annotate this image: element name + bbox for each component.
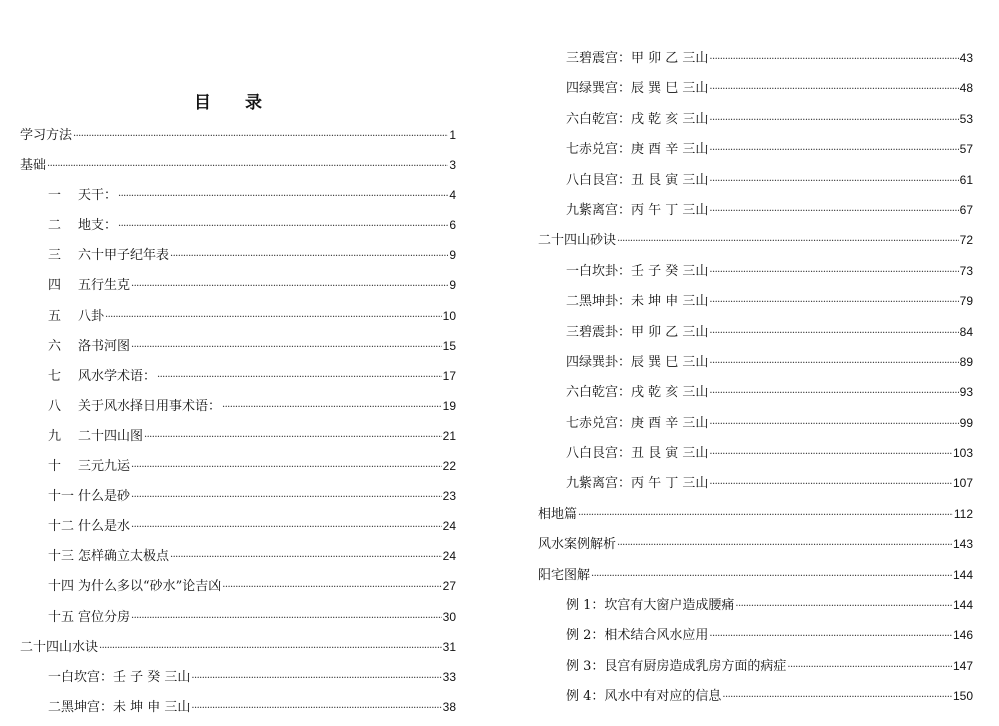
- toc-entry-label: 六白乾宫：戌 乾 亥 三山: [566, 111, 709, 127]
- toc-entry: [20, 602, 456, 632]
- toc-entry-number: 四: [48, 278, 62, 294]
- toc-entry-label: 例 2：相术结合风水应用: [566, 628, 709, 644]
- toc-entry-page: 144: [952, 567, 973, 582]
- toc-entry-label: 五行生克: [78, 278, 131, 294]
- dot-leader: [709, 379, 958, 409]
- toc-entry-page: 10: [442, 308, 456, 323]
- toc-entry-page: 150: [952, 689, 973, 704]
- toc-entry: [20, 481, 456, 511]
- toc-entry: [20, 391, 456, 421]
- toc-entry: [538, 499, 973, 529]
- toc-entry: [20, 180, 456, 210]
- dot-leader: [709, 258, 958, 288]
- toc-entry: [538, 560, 973, 590]
- toc-entry-page: 143: [952, 537, 973, 552]
- toc-entry-label: 阳宅图解: [538, 567, 591, 583]
- toc-entry-label: 二黑坤宫：未 坤 申 三山: [48, 699, 191, 715]
- toc-entry-page: 6: [449, 218, 456, 233]
- toc-entry-page: 67: [959, 202, 973, 217]
- toc-entry: [538, 651, 973, 681]
- toc-entry: [20, 240, 456, 270]
- dot-leader: [131, 333, 442, 363]
- toc-entry-label: 宫位分房: [78, 609, 131, 625]
- toc-entry: [538, 195, 973, 225]
- dot-leader: [709, 106, 958, 136]
- dot-leader: [591, 562, 952, 592]
- toc-entry-page: 4: [449, 188, 456, 203]
- dot-leader: [157, 363, 442, 393]
- toc-entry-label: 七赤兑宫：庚 酉 辛 三山: [566, 142, 709, 158]
- dot-leader: [709, 288, 958, 318]
- dot-leader: [222, 573, 441, 603]
- dot-leader: [617, 227, 959, 257]
- toc-entry-page: 93: [959, 385, 973, 400]
- toc-entry: [538, 438, 973, 468]
- toc-entry-page: 103: [952, 446, 973, 461]
- toc-entry-number: 十三: [48, 549, 75, 565]
- dot-leader: [709, 75, 958, 105]
- toc-entry: [538, 134, 973, 164]
- dot-leader: [131, 272, 448, 302]
- toc-entry-page: 89: [959, 354, 973, 369]
- dot-leader: [709, 45, 958, 75]
- dot-leader: [191, 664, 441, 694]
- toc-entry-label: 例 1：坎宫有大窗户造成腰痛: [566, 598, 735, 614]
- toc-entry-label: 相地篇: [538, 506, 578, 522]
- toc-entry: [20, 331, 456, 361]
- toc-entry-page: 112: [953, 506, 973, 521]
- toc-entry-label: 二黑坤卦：未 坤 申 三山: [566, 294, 709, 310]
- toc-entry-label: 例 3：艮宫有厨房造成乳房方面的病症: [566, 658, 787, 674]
- toc-left-column: [20, 120, 456, 722]
- toc-entry-page: 43: [959, 51, 973, 65]
- toc-entry: [538, 256, 973, 286]
- toc-entry-page: 9: [449, 278, 456, 293]
- dot-leader: [191, 694, 441, 724]
- toc-entry: [20, 210, 456, 240]
- toc-entry-label: 地支：: [78, 218, 118, 234]
- toc-entry-page: 146: [952, 628, 973, 643]
- toc-entry-label: 风水案例解析: [538, 537, 617, 553]
- toc-entry-page: 73: [959, 263, 973, 278]
- toc-entry-label: 天干：: [78, 188, 118, 204]
- toc-entry-page: 84: [959, 324, 973, 339]
- toc-entry-page: 57: [959, 142, 973, 157]
- dot-leader: [118, 212, 448, 242]
- toc-entry-number: 五: [48, 308, 62, 324]
- toc-entry: [20, 511, 456, 541]
- toc-entry-page: 72: [959, 233, 973, 248]
- toc-entry-page: 21: [442, 428, 456, 443]
- toc-entry-page: 3: [449, 158, 456, 173]
- dot-leader: [722, 683, 952, 713]
- toc-entry-page: 107: [952, 476, 973, 491]
- toc-entry-label: 九紫离宫：丙 午 丁 三山: [566, 202, 709, 218]
- toc-entry: [20, 120, 456, 150]
- toc-entry-page: 38: [442, 699, 456, 714]
- toc-entry-label: 为什么多以“砂水”论吉凶: [78, 579, 222, 595]
- toc-entry-number: 一: [48, 188, 62, 204]
- toc-entry-label: 什么是水: [78, 519, 131, 535]
- toc-entry-label: 六白乾宫：戌 乾 亥 三山: [566, 385, 709, 401]
- toc-entry-label: 一白坎宫：壬 子 癸 三山: [48, 669, 191, 685]
- toc-entry-label: 三碧震卦：甲 卯 乙 三山: [566, 324, 709, 340]
- toc-entry-page: 30: [442, 609, 456, 624]
- toc-entry-page: 33: [442, 669, 456, 684]
- toc-entry-label: 八卦: [78, 308, 105, 324]
- toc-entry: [538, 529, 973, 559]
- toc-entry-page: 31: [442, 639, 456, 654]
- toc-title: 目 录: [194, 93, 276, 113]
- toc-entry: [538, 165, 973, 195]
- toc-entry-page: 23: [442, 489, 456, 504]
- toc-entry: [538, 620, 973, 650]
- dot-leader: [73, 122, 448, 152]
- toc-entry: [20, 571, 456, 601]
- toc-entry-page: 79: [959, 294, 973, 309]
- toc-entry: [538, 286, 973, 316]
- toc-entry-label: 三元九运: [78, 459, 131, 475]
- toc-entry: [20, 421, 456, 451]
- toc-entry: [20, 361, 456, 391]
- dot-leader: [105, 303, 442, 333]
- toc-entry-number: 九: [48, 428, 62, 444]
- toc-entry-page: 53: [959, 111, 973, 126]
- toc-entry-number: 十: [48, 459, 62, 475]
- toc-entry-page: 22: [442, 459, 456, 474]
- toc-entry-number: 十二: [48, 519, 75, 535]
- dot-leader: [709, 167, 958, 197]
- toc-right-column: [538, 43, 973, 712]
- toc-entry-number: 八: [48, 398, 62, 414]
- toc-entry-label: 怎样确立太极点: [78, 549, 170, 565]
- toc-entry: [20, 692, 456, 722]
- toc-entry-number: 七: [48, 368, 62, 384]
- toc-entry-label: 八白艮宫：丑 艮 寅 三山: [566, 172, 709, 188]
- dot-leader: [131, 453, 442, 483]
- dot-leader: [709, 349, 958, 379]
- toc-entry: [538, 225, 973, 255]
- toc-entry-label: 八白艮宫：丑 艮 寅 三山: [566, 446, 709, 462]
- toc-entry-page: 147: [952, 658, 973, 673]
- toc-entry: [538, 317, 973, 347]
- toc-entry-label: 什么是砂: [78, 489, 131, 505]
- toc-entry-label: 二十四山砂诀: [538, 233, 617, 249]
- toc-entry-page: 1: [449, 128, 456, 142]
- toc-entry-page: 48: [959, 81, 973, 96]
- dot-leader: [709, 319, 958, 349]
- toc-entry-label: 九紫离宫：丙 午 丁 三山: [566, 476, 709, 492]
- toc-entry-label: 二十四山图: [78, 428, 144, 444]
- toc-entry-number: 二: [48, 218, 62, 234]
- dot-leader: [144, 423, 442, 453]
- toc-entry-page: 15: [442, 338, 456, 353]
- toc-entry-label: 二十四山水诀: [20, 639, 99, 655]
- toc-entry-label: 一白坎卦：壬 子 癸 三山: [566, 263, 709, 279]
- toc-entry: [538, 347, 973, 377]
- toc-entry: [20, 541, 456, 571]
- toc-entry-number: 十一: [48, 489, 75, 505]
- toc-entry-number: 十五: [48, 609, 75, 625]
- toc-entry: [538, 408, 973, 438]
- toc-entry-page: 99: [959, 415, 973, 430]
- dot-leader: [170, 543, 442, 573]
- toc-entry: [538, 104, 973, 134]
- dot-leader: [99, 634, 442, 664]
- dot-leader: [578, 501, 953, 531]
- toc-entry-label: 风水学术语：: [78, 368, 157, 384]
- toc-entry: [20, 270, 456, 300]
- dot-leader: [47, 152, 448, 182]
- toc-entry: [538, 681, 973, 711]
- toc-entry-label: 四绿巽卦：辰 巽 巳 三山: [566, 354, 709, 370]
- toc-entry-page: 61: [959, 172, 973, 187]
- toc-entry-page: 24: [442, 519, 456, 534]
- toc-entry-label: 七赤兑宫：庚 酉 辛 三山: [566, 415, 709, 431]
- toc-entry-label: 洛书河图: [78, 338, 131, 354]
- dot-leader: [709, 136, 958, 166]
- toc-entry-number: 三: [48, 248, 62, 264]
- toc-entry: [538, 590, 973, 620]
- dot-leader: [709, 470, 952, 500]
- toc-entry: [20, 662, 456, 692]
- toc-entry-number: 六: [48, 338, 62, 354]
- toc-entry-page: 27: [442, 579, 456, 594]
- dot-leader: [709, 197, 958, 227]
- toc-entry-label: 四绿巽宫：辰 巽 巳 三山: [566, 81, 709, 97]
- dot-leader: [131, 513, 442, 543]
- dot-leader: [735, 592, 952, 622]
- dot-leader: [787, 653, 952, 683]
- dot-leader: [617, 531, 952, 561]
- dot-leader: [709, 410, 958, 440]
- toc-entry: [538, 73, 973, 103]
- toc-entry: [20, 632, 456, 662]
- toc-entry: [538, 377, 973, 407]
- toc-entry: [20, 150, 456, 180]
- toc-entry: [538, 468, 973, 498]
- toc-entry: [20, 451, 456, 481]
- toc-entry-label: 六十甲子纪年表: [78, 248, 170, 264]
- dot-leader: [131, 604, 442, 634]
- toc-entry-page: 17: [442, 368, 456, 383]
- dot-leader: [222, 393, 442, 423]
- toc-entry-page: 9: [449, 248, 456, 263]
- dot-leader: [131, 483, 442, 513]
- dot-leader: [709, 440, 952, 470]
- toc-entry-number: 十四: [48, 579, 75, 595]
- toc-entry-page: 144: [952, 598, 973, 613]
- toc-entry: [538, 43, 973, 73]
- toc-entry: [20, 301, 456, 331]
- toc-entry-label: 学习方法: [20, 128, 73, 143]
- toc-entry-page: 24: [442, 549, 456, 564]
- dot-leader: [709, 622, 952, 652]
- toc-entry-label: 关于风水择日用事术语：: [78, 398, 222, 414]
- dot-leader: [118, 182, 448, 212]
- toc-entry-label: 基础: [20, 158, 47, 174]
- toc-entry-page: 19: [442, 398, 456, 413]
- dot-leader: [170, 242, 448, 272]
- toc-entry-label: 例 4：风水中有对应的信息: [566, 689, 722, 705]
- toc-entry-label: 三碧震宫：甲 卯 乙 三山: [566, 51, 709, 66]
